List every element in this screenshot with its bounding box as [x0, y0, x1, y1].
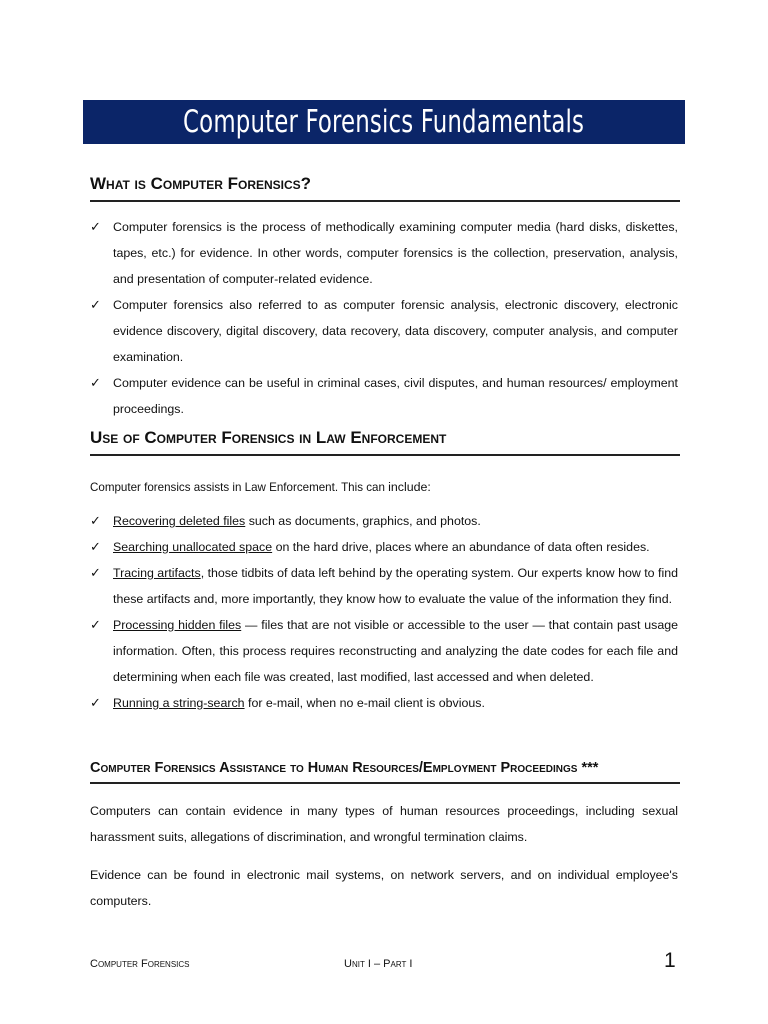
- hr-paragraph-1: Computers can contain evidence in many types of human resources proceedings, including sexual harassment suits, allegations of discrimination, and wrongful termination claims.: [90, 804, 678, 844]
- bullet-text: — files that are not visible or accessible to the user — that contain past usage information. Often, this process requires reconstructing and analyzing the date codes for each file and determining when each file was created, last modified, last accessed and when deleted.: [113, 618, 678, 684]
- document-title: Computer Forensics Fundamentals: [183, 104, 585, 140]
- checkmark-icon: ✓: [90, 219, 101, 234]
- checkmark-icon: ✓: [90, 539, 101, 554]
- section-heading-what-is: What is Computer Forensics?: [90, 174, 680, 202]
- bullet-text: on the hard drive, places where an abundance of data often resides.: [272, 540, 650, 554]
- law-enforcement-intro: [90, 474, 678, 501]
- underlined-term: Processing hidden files: [113, 618, 242, 632]
- intro-emphasis: include:: [388, 480, 431, 494]
- checkmark-icon: ✓: [90, 617, 101, 632]
- list-item: [90, 214, 678, 292]
- bullet-text: , those tidbits of data left behind by the operating system. Our experts know how to find these artifacts and, more importantly, they know how to evaluate the value of the information they find.: [113, 566, 678, 606]
- bullet-text: Computer evidence can be useful in criminal cases, civil disputes, and human resources/ employment proceedings.: [113, 376, 678, 416]
- hr-paragraph-2: Evidence can be found in electronic mail systems, on network servers, and on individual employee's computers.: [90, 868, 678, 908]
- bullet-text: such as documents, graphics, and photos.: [245, 514, 481, 528]
- title-banner: [83, 100, 685, 144]
- list-item: [90, 560, 678, 612]
- checkmark-icon: ✓: [90, 297, 101, 312]
- checkmark-icon: ✓: [90, 695, 101, 710]
- underlined-term: Tracing artifacts: [113, 566, 201, 580]
- list-item: [90, 370, 678, 422]
- bullet-text: Computer forensics also referred to as computer forensic analysis, electronic discovery, electronic evidence discovery, digital discovery, data recovery, data discovery, computer analysis, and computer examination.: [113, 298, 678, 364]
- checkmark-icon: ✓: [90, 375, 101, 390]
- underlined-term: Searching unallocated space: [113, 540, 273, 554]
- list-item: [90, 292, 678, 370]
- footer-unit: Unit I – Part I: [344, 958, 413, 970]
- bullet-text: for e-mail, when no e-mail client is obvious.: [244, 696, 485, 710]
- bullet-text: Computer forensics is the process of methodically examining computer media (hard disks, diskettes, tapes, etc.) for evidence. In other words, computer forensics is the collection, preservation, analysis, and presentation of computer-related evidence.: [113, 220, 678, 286]
- list-item: [90, 612, 678, 690]
- checkmark-icon: ✓: [90, 565, 101, 580]
- underlined-term: Recovering deleted files: [113, 514, 246, 528]
- bullet-list-what-is: [90, 214, 678, 422]
- list-item: [90, 534, 678, 560]
- page-number: 1: [664, 949, 676, 972]
- underlined-term: Running a string-search: [113, 696, 245, 710]
- list-item: [90, 690, 678, 716]
- checkmark-icon: ✓: [90, 513, 101, 528]
- bullet-list-law-enforcement: [90, 508, 678, 716]
- list-item: [90, 508, 678, 534]
- section-heading-law-enforcement: Use of Computer Forensics in Law Enforcement: [90, 428, 680, 456]
- intro-text: Computer forensics assists in Law Enforcement. This can: [90, 481, 389, 494]
- footer-course-name: Computer Forensics: [90, 958, 190, 970]
- section-heading-hr: Computer Forensics Assistance to Human Resources/Employment Proceedings ***: [90, 760, 680, 784]
